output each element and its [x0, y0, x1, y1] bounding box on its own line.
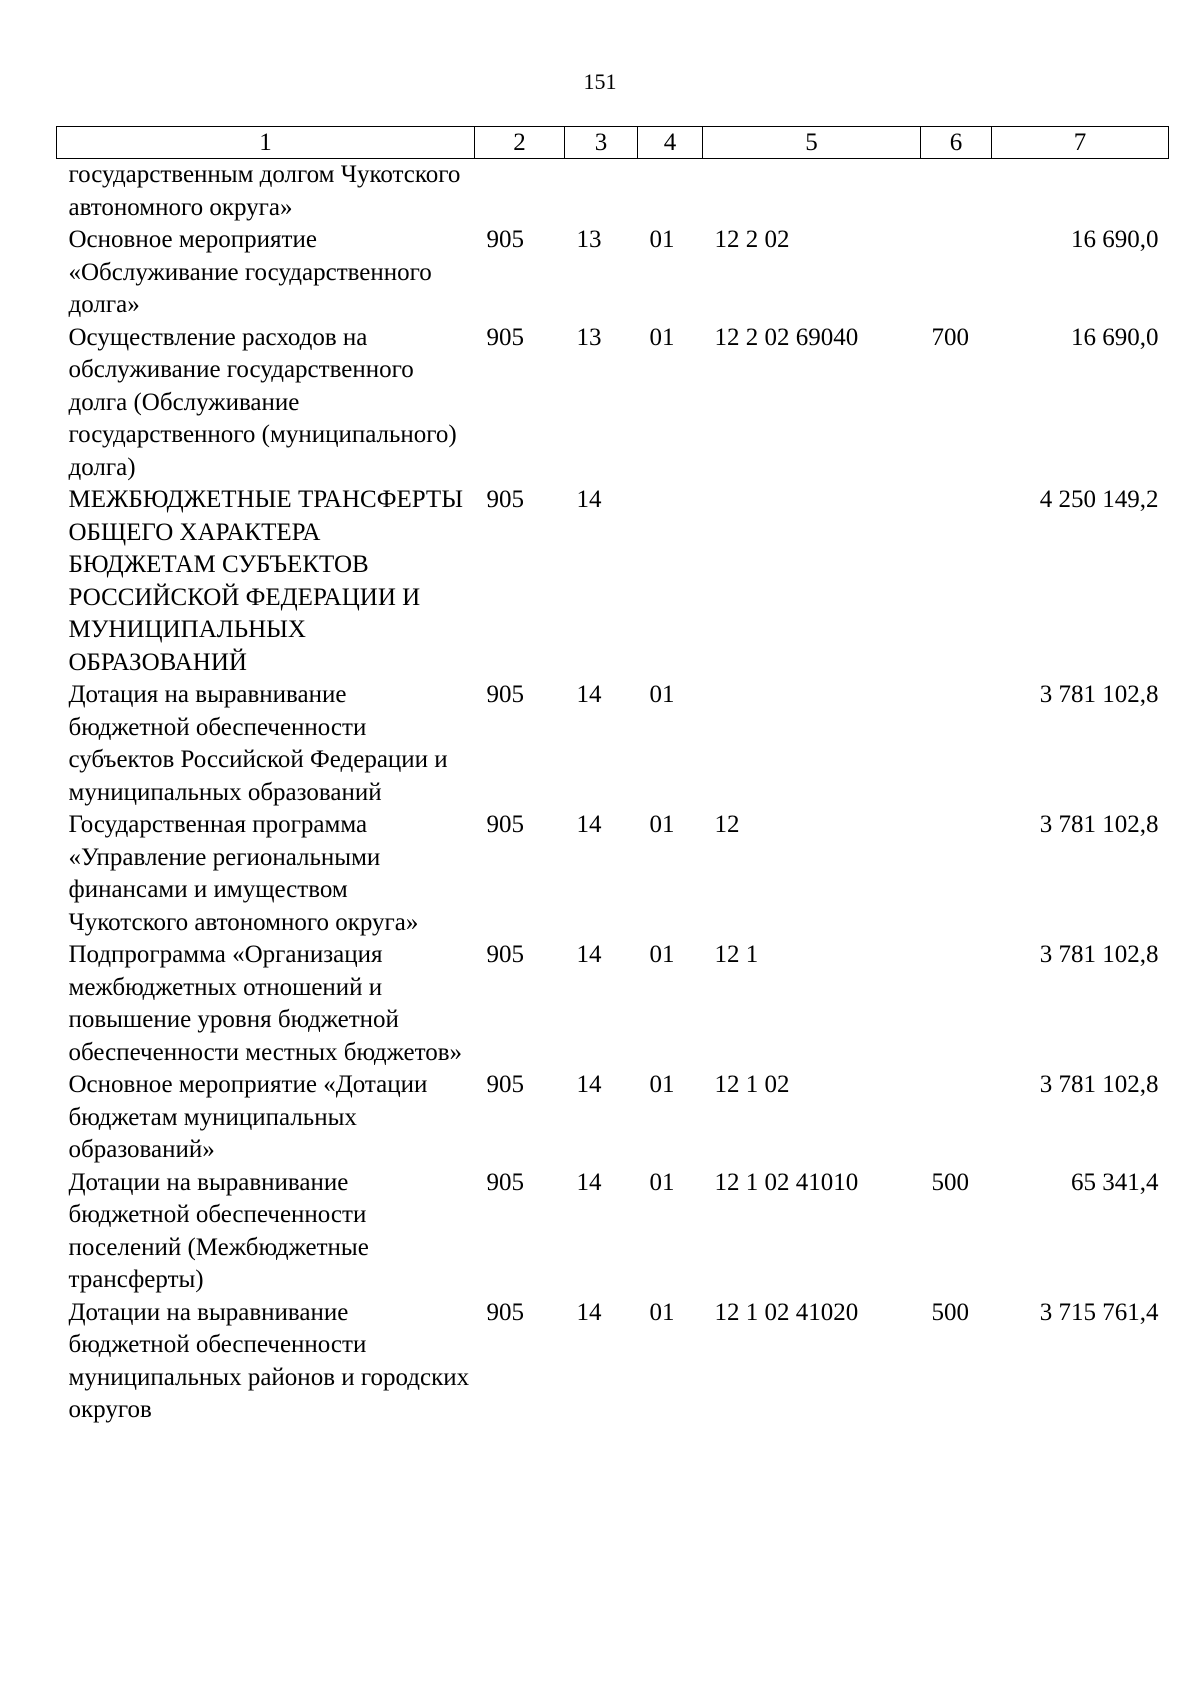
- row-col-4: [638, 159, 703, 225]
- row-col-2: 905: [486, 941, 524, 968]
- row-col-3: 14: [576, 1168, 602, 1196]
- row-name: Подпрограмма «Организация межбюджетных отношений и повышение уровня бюджетной обеспеченности местных бюджетов»: [68, 941, 463, 1066]
- table-header: [57, 127, 1169, 159]
- row-col-3: [565, 159, 638, 225]
- row-col-4: 01: [649, 1168, 675, 1196]
- row-name: Дотации на выравнивание бюджетной обеспеченности поселений (Межбюджетные трансферты): [68, 1168, 369, 1293]
- row-col-2: [475, 159, 565, 225]
- row-amount: [992, 159, 1169, 225]
- budget-table: [56, 126, 1169, 1427]
- row-col-3: 14: [576, 941, 602, 968]
- header-col-5: 5: [703, 127, 921, 159]
- row-name: Основное мероприятие «Дотации бюджетам муниципальных образований»: [68, 1071, 428, 1163]
- header-col-2: 2: [475, 127, 565, 159]
- table-row: [57, 159, 1169, 225]
- row-col-6: 700: [931, 323, 969, 351]
- page-number: 151: [583, 69, 617, 94]
- row-col-3: 14: [576, 681, 602, 708]
- row-col-4: 01: [649, 226, 675, 253]
- table-row: [57, 1069, 1169, 1167]
- row-col-5: 12 1 02: [714, 1071, 790, 1098]
- row-col-3: 13: [576, 226, 602, 253]
- row-col-6: [921, 1069, 992, 1167]
- table-row: [57, 484, 1169, 679]
- row-col-3: 14: [576, 811, 602, 838]
- row-col-5: [703, 484, 921, 679]
- row-name: Дотации на выравнивание бюджетной обеспеченности муниципальных районов и городских округов: [68, 1298, 470, 1423]
- header-col-3: 3: [565, 127, 638, 159]
- row-col-6: [921, 224, 992, 322]
- row-col-3: 13: [576, 323, 602, 351]
- row-name: МЕЖБЮДЖЕТНЫЕ ТРАНСФЕРТЫ ОБЩЕГО ХАРАКТЕРА БЮДЖЕТАМ СУБЪЕКТОВ РОССИЙСКОЙ ФЕДЕРАЦИИ И МУНИЦИПАЛЬНЫХ ОБРАЗОВАНИЙ: [68, 486, 464, 676]
- row-amount: 65 341,4: [1071, 1168, 1159, 1196]
- row-col-3: 14: [576, 486, 602, 513]
- row-col-4: 01: [649, 1298, 675, 1326]
- row-col-5: 12 1: [714, 941, 759, 968]
- row-col-4: 01: [649, 681, 675, 708]
- row-col-2: 905: [486, 1168, 524, 1196]
- row-col-4: [638, 484, 703, 679]
- row-col-6: [921, 159, 992, 225]
- row-col-6: 500: [931, 1298, 969, 1326]
- row-col-3: 14: [576, 1071, 602, 1098]
- row-col-6: [921, 484, 992, 679]
- row-col-5: [703, 159, 921, 225]
- row-col-2: 905: [486, 323, 524, 351]
- row-col-5: 12 2 02: [714, 226, 790, 253]
- row-col-6: [921, 809, 992, 939]
- row-name: Осуществление расходов на обслуживание государственного долга (Обслуживание государственного (муниципального) долга): [68, 323, 457, 481]
- table-row: [57, 1167, 1169, 1297]
- row-col-4: 01: [649, 941, 675, 968]
- row-col-5: 12 1 02 41010: [714, 1168, 859, 1196]
- row-col-4: 01: [649, 1071, 675, 1098]
- row-col-5: [703, 679, 921, 809]
- row-col-6: [921, 679, 992, 809]
- row-amount: 3 781 102,8: [1039, 811, 1159, 838]
- row-col-2: 905: [486, 681, 524, 708]
- row-name: государственным долгом Чукотского автономного округа»: [68, 161, 461, 221]
- table-body: [57, 159, 1169, 1427]
- row-amount: 16 690,0: [1071, 226, 1159, 253]
- row-col-2: 905: [486, 1298, 524, 1326]
- row-col-2: 905: [486, 1071, 524, 1098]
- table-row: [57, 939, 1169, 1069]
- header-col-4: 4: [638, 127, 703, 159]
- row-col-5: 12 1 02 41020: [714, 1298, 859, 1326]
- row-col-5: 12 2 02 69040: [714, 323, 859, 351]
- header-col-7: 7: [992, 127, 1169, 159]
- row-col-4: 01: [649, 811, 675, 838]
- row-col-3: 14: [576, 1298, 602, 1326]
- row-amount: 3 781 102,8: [1039, 1071, 1159, 1098]
- header-col-1: 1: [57, 127, 475, 159]
- row-name: Государственная программа «Управление региональными финансами и имуществом Чукотского автономного округа»: [68, 811, 419, 936]
- row-name: Основное мероприятие «Обслуживание государственного долга»: [68, 226, 432, 318]
- row-col-2: 905: [486, 811, 524, 838]
- table-row: [57, 1297, 1169, 1427]
- header-col-6: 6: [921, 127, 992, 159]
- header-row: [57, 127, 1169, 159]
- row-amount: 16 690,0: [1071, 323, 1159, 351]
- row-col-5: 12: [714, 811, 740, 838]
- row-col-6: [921, 939, 992, 1069]
- row-amount: 3 781 102,8: [1039, 681, 1159, 708]
- row-col-6: 500: [931, 1168, 969, 1196]
- table-row: [57, 322, 1169, 485]
- row-name: Дотация на выравнивание бюджетной обеспеченности субъектов Российской Федерации и муниципальных образований: [68, 681, 448, 806]
- row-col-4: 01: [649, 323, 675, 351]
- row-amount: 4 250 149,2: [1039, 486, 1159, 513]
- table-row: [57, 809, 1169, 939]
- row-amount: 3 781 102,8: [1039, 941, 1159, 968]
- row-col-2: 905: [486, 486, 524, 513]
- table-row: [57, 679, 1169, 809]
- table-row: [57, 224, 1169, 322]
- row-col-2: 905: [486, 226, 524, 253]
- row-amount: 3 715 761,4: [1039, 1298, 1159, 1326]
